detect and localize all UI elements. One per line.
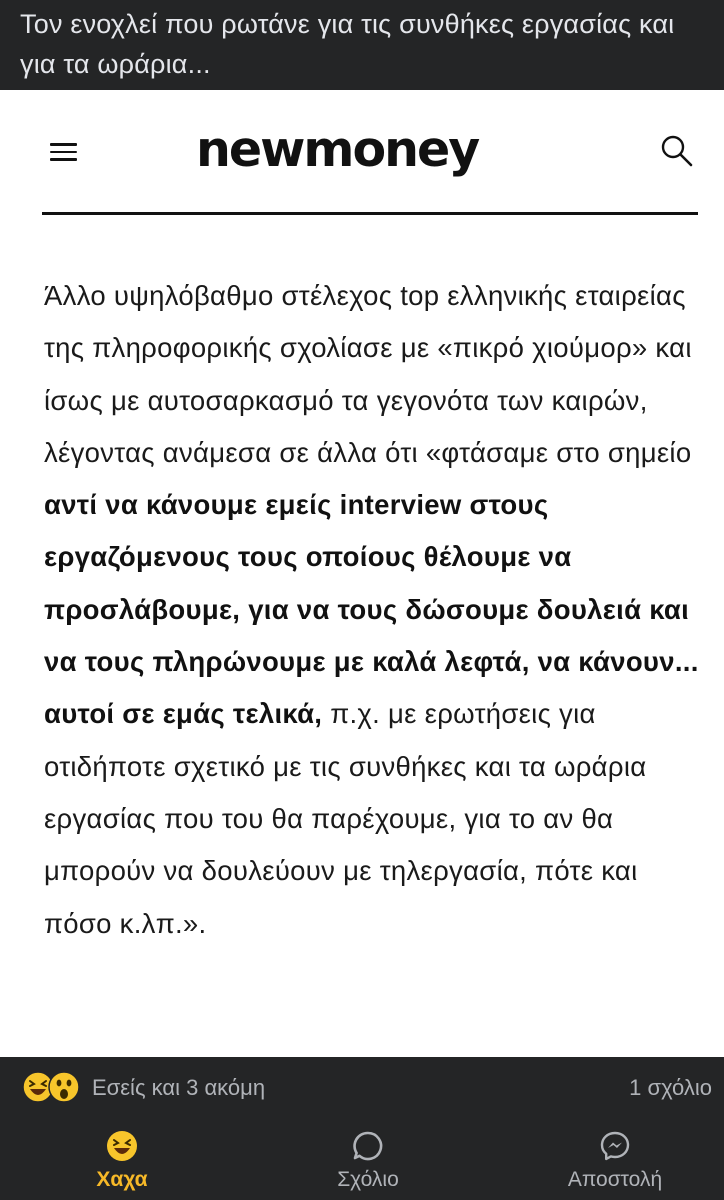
article-text-plain: Άλλο υψηλόβαθμο στέλεχος top ελληνικής εταιρείας της πληροφορικής σχολίασε με «πικρό χιούμορ» και ίσως με αυτοσαρκασμό τα γεγονότα των καιρών, λέγοντας ανάμεσα σε άλλα ότι «φτάσαμε στο σημείο <box>44 280 692 468</box>
comment-label: Σχόλιο <box>337 1168 399 1191</box>
article-text-plain: π.χ. με ερωτήσεις για οτιδήποτε σχετικό με τις συνθήκες και τα ωράρια εργασίας που του θα παρέχουμε, για το αν θα μπορούν να δουλεύουν με τηλεργασία, πότε και πόσο κ.λπ.». <box>44 698 647 939</box>
article-text-bold: αντί να κάνουμε εμείς interview στους εργαζόμενους τους οποίους θέλουμε να προσλάβουμε, για να τους δώσουμε δουλειά και να τους πληρώνουμε με καλά λεφτά, να κάνουν... αυτοί σε εμάς τελικά, <box>44 489 699 730</box>
send-button[interactable] <box>550 1129 680 1195</box>
post-caption: Τον ενοχλεί που ρωτάνε για τις συνθήκες εργασίας και για τα ωράρια... <box>0 0 724 90</box>
site-logo[interactable]: newmoney <box>196 121 479 178</box>
reaction-emojis[interactable] <box>22 1071 86 1103</box>
comment-button[interactable] <box>318 1129 418 1195</box>
reactions-bar <box>0 1057 724 1121</box>
haha-reaction-icon <box>105 1129 139 1163</box>
site-header <box>0 90 724 218</box>
post-action-bar <box>0 1121 724 1200</box>
search-icon[interactable] <box>660 134 694 168</box>
article-paragraph <box>44 270 704 950</box>
haha-label: Χαχα <box>96 1168 148 1191</box>
reactions-summary[interactable]: Εσείς και 3 ακόμη <box>92 1075 266 1100</box>
header-divider <box>42 212 698 215</box>
wow-emoji-icon <box>49 1072 79 1102</box>
haha-button[interactable] <box>72 1129 172 1195</box>
comment-icon <box>351 1129 385 1163</box>
messenger-icon <box>598 1129 632 1163</box>
article-screenshot <box>0 90 724 1057</box>
comment-count[interactable]: 1 σχόλιο <box>629 1075 712 1100</box>
hamburger-menu-icon[interactable] <box>50 143 77 161</box>
send-label: Αποστολή <box>567 1168 663 1191</box>
